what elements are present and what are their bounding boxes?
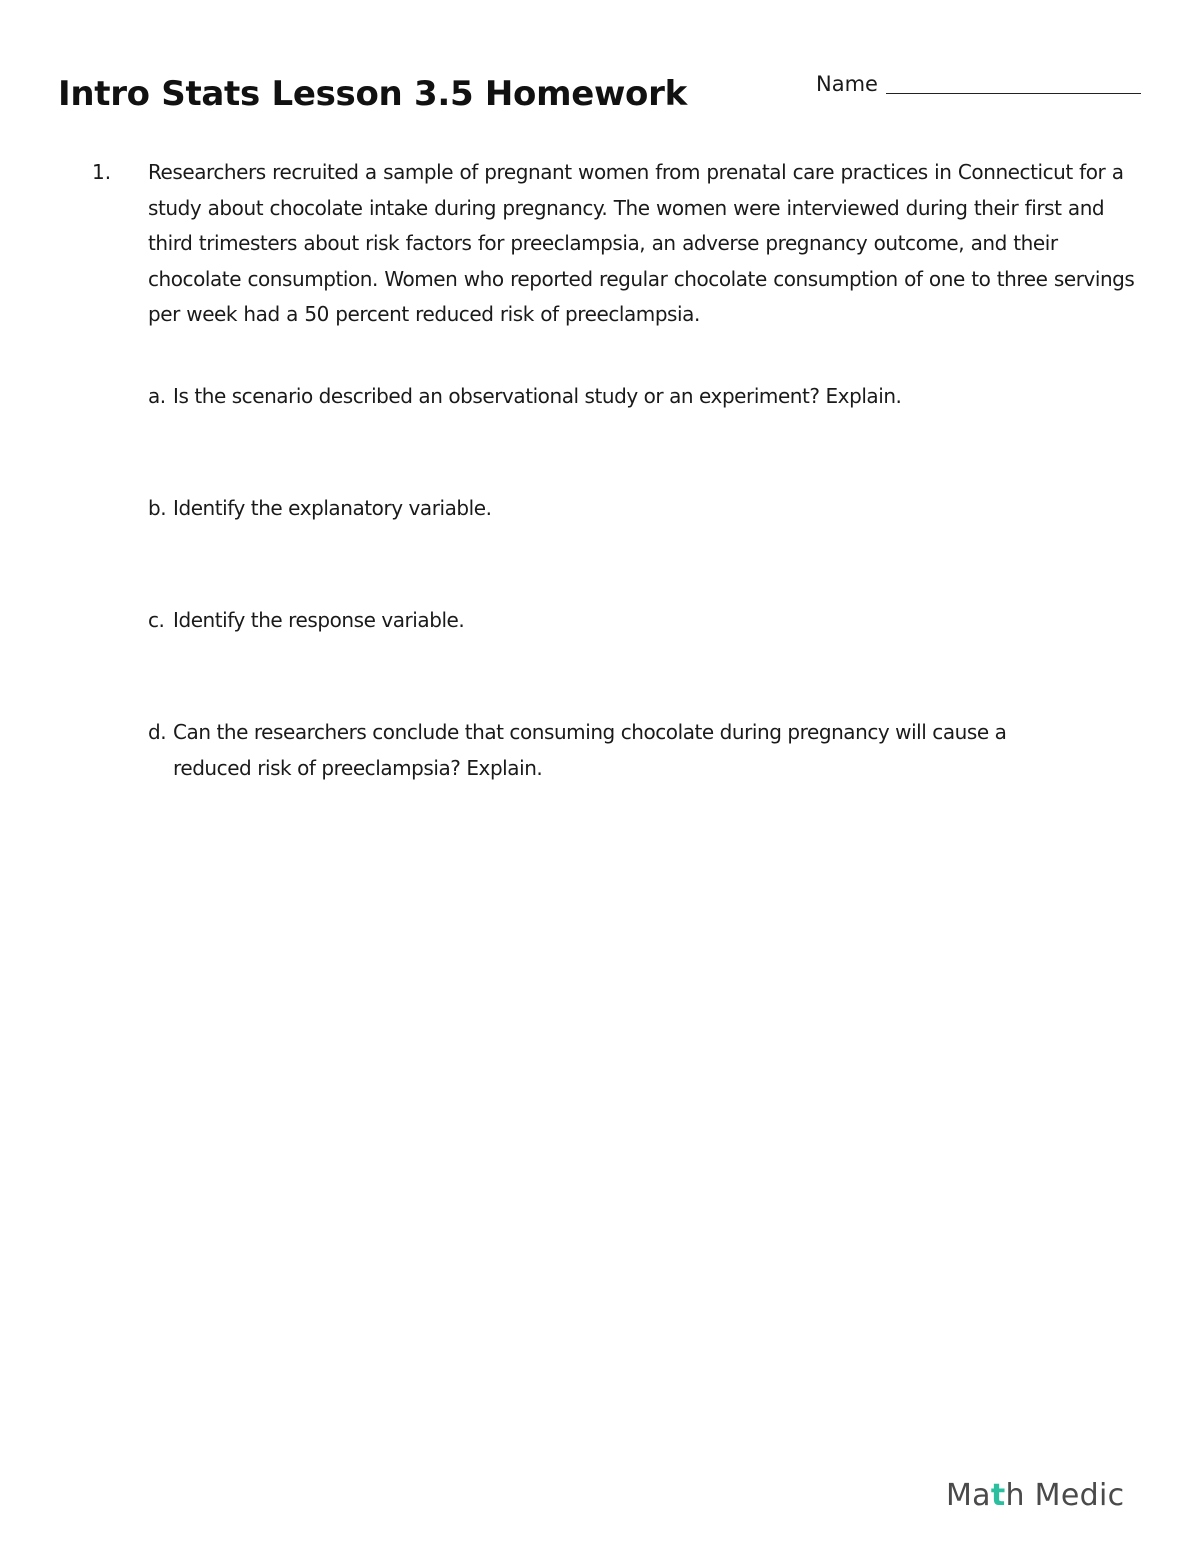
name-label: Name xyxy=(816,72,878,96)
part-letter: d. xyxy=(148,720,167,744)
question-part-b xyxy=(148,491,1108,527)
question-part-a xyxy=(148,379,1108,415)
name-blank-line[interactable] xyxy=(886,93,1141,94)
math-medic-logo xyxy=(946,1478,1124,1513)
question-text: Researchers recruited a sample of pregnant women from prenatal care practices in Connecticut for a study about chocolate intake during pregnancy. The women were interviewed during their first and third trimesters about risk factors for preeclampsia, an adverse pregnancy outcome, and their chocolate consumption. Women who reported regular chocolate consumption of one to three servings per week had a 50 percent reduced risk of preeclampsia. xyxy=(148,160,1135,326)
question-part-d xyxy=(148,715,1088,786)
question-number: 1. xyxy=(92,160,112,184)
part-text: Is the scenario described an observational study or an experiment? Explain. xyxy=(173,384,902,408)
part-text: Can the researchers conclude that consuming chocolate during pregnancy will cause a reduced risk of preeclampsia? Explain. xyxy=(173,720,1007,780)
part-letter: c. xyxy=(148,608,165,632)
question-part-c xyxy=(148,603,1108,639)
part-letter: a. xyxy=(148,384,166,408)
logo-plus-t: t xyxy=(990,1478,1006,1513)
logo-text-end: h Medic xyxy=(1005,1478,1125,1513)
name-field xyxy=(816,72,1141,96)
logo-text-start: Ma xyxy=(946,1478,991,1513)
part-letter: b. xyxy=(148,496,167,520)
part-text: Identify the explanatory variable. xyxy=(173,496,492,520)
part-text: Identify the response variable. xyxy=(173,608,465,632)
page-title: Intro Stats Lesson 3.5 Homework xyxy=(58,74,687,114)
